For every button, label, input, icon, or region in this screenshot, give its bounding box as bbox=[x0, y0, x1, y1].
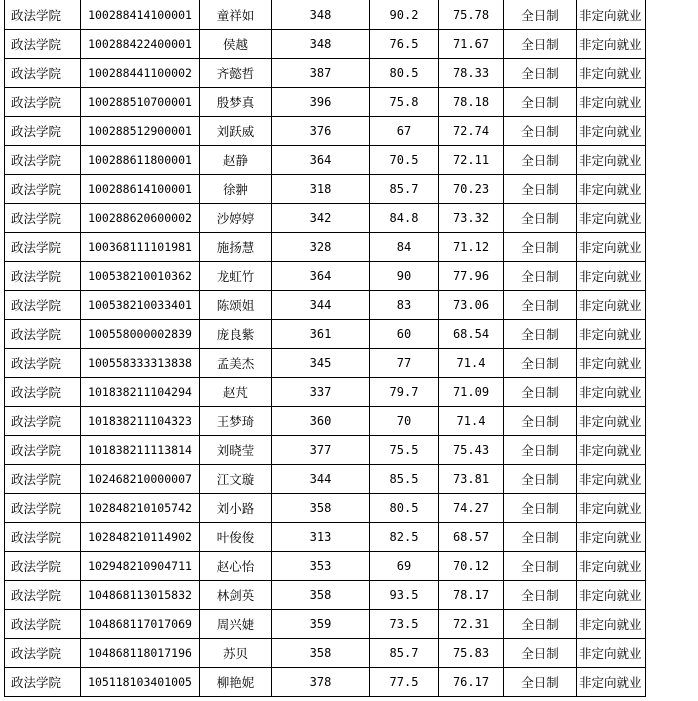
candidate-name-cell: 周兴婕 bbox=[200, 610, 272, 639]
candidate-name-cell: 庞良紫 bbox=[200, 320, 272, 349]
table-row bbox=[5, 59, 646, 88]
total-score-cell: 72.11 bbox=[439, 146, 504, 175]
college-cell: 政法学院 bbox=[5, 233, 81, 262]
candidate-id-cell: 100288414100001 bbox=[81, 0, 200, 30]
study-mode-cell: 全日制 bbox=[504, 378, 577, 407]
employment-type-cell: 非定向就业 bbox=[577, 320, 646, 349]
retest-score-cell: 76.5 bbox=[370, 30, 439, 59]
initial-score-cell: 348 bbox=[272, 0, 370, 30]
initial-score-cell: 364 bbox=[272, 146, 370, 175]
employment-type-cell: 非定向就业 bbox=[577, 465, 646, 494]
employment-type-cell: 非定向就业 bbox=[577, 668, 646, 697]
table-row bbox=[5, 88, 646, 117]
study-mode-cell: 全日制 bbox=[504, 59, 577, 88]
retest-score-cell: 77.5 bbox=[370, 668, 439, 697]
employment-type-cell: 非定向就业 bbox=[577, 88, 646, 117]
employment-type-cell: 非定向就业 bbox=[577, 30, 646, 59]
candidate-name-cell: 苏贝 bbox=[200, 639, 272, 668]
retest-score-cell: 85.5 bbox=[370, 465, 439, 494]
employment-type-cell: 非定向就业 bbox=[577, 233, 646, 262]
candidate-name-cell: 刘小路 bbox=[200, 494, 272, 523]
candidate-name-cell: 刘晓莹 bbox=[200, 436, 272, 465]
candidate-id-cell: 100288441100002 bbox=[81, 59, 200, 88]
total-score-cell: 75.83 bbox=[439, 639, 504, 668]
retest-score-cell: 70.5 bbox=[370, 146, 439, 175]
admission-table bbox=[4, 0, 646, 697]
table-row bbox=[5, 175, 646, 204]
college-cell: 政法学院 bbox=[5, 262, 81, 291]
table-row bbox=[5, 407, 646, 436]
candidate-id-cell: 100558333313838 bbox=[81, 349, 200, 378]
total-score-cell: 70.23 bbox=[439, 175, 504, 204]
study-mode-cell: 全日制 bbox=[504, 349, 577, 378]
employment-type-cell: 非定向就业 bbox=[577, 349, 646, 378]
initial-score-cell: 313 bbox=[272, 523, 370, 552]
table-row bbox=[5, 639, 646, 668]
retest-score-cell: 80.5 bbox=[370, 59, 439, 88]
study-mode-cell: 全日制 bbox=[504, 320, 577, 349]
table-row bbox=[5, 378, 646, 407]
total-score-cell: 71.09 bbox=[439, 378, 504, 407]
total-score-cell: 74.27 bbox=[439, 494, 504, 523]
retest-score-cell: 83 bbox=[370, 291, 439, 320]
candidate-name-cell: 孟美杰 bbox=[200, 349, 272, 378]
retest-score-cell: 90.2 bbox=[370, 0, 439, 30]
candidate-id-cell: 100288510700001 bbox=[81, 88, 200, 117]
table-row bbox=[5, 349, 646, 378]
employment-type-cell: 非定向就业 bbox=[577, 610, 646, 639]
candidate-name-cell: 叶俊俊 bbox=[200, 523, 272, 552]
table-row bbox=[5, 465, 646, 494]
college-cell: 政法学院 bbox=[5, 117, 81, 146]
college-cell: 政法学院 bbox=[5, 668, 81, 697]
candidate-id-cell: 105118103401005 bbox=[81, 668, 200, 697]
study-mode-cell: 全日制 bbox=[504, 175, 577, 204]
retest-score-cell: 67 bbox=[370, 117, 439, 146]
candidate-id-cell: 100538210010362 bbox=[81, 262, 200, 291]
total-score-cell: 71.67 bbox=[439, 30, 504, 59]
employment-type-cell: 非定向就业 bbox=[577, 639, 646, 668]
candidate-id-cell: 101838211104323 bbox=[81, 407, 200, 436]
candidate-name-cell: 沙婷婷 bbox=[200, 204, 272, 233]
table-row bbox=[5, 494, 646, 523]
retest-score-cell: 75.5 bbox=[370, 436, 439, 465]
candidate-id-cell: 100538210033401 bbox=[81, 291, 200, 320]
candidate-id-cell: 100288422400001 bbox=[81, 30, 200, 59]
study-mode-cell: 全日制 bbox=[504, 262, 577, 291]
study-mode-cell: 全日制 bbox=[504, 436, 577, 465]
college-cell: 政法学院 bbox=[5, 436, 81, 465]
total-score-cell: 73.06 bbox=[439, 291, 504, 320]
candidate-id-cell: 102468210000007 bbox=[81, 465, 200, 494]
study-mode-cell: 全日制 bbox=[504, 523, 577, 552]
table-row bbox=[5, 610, 646, 639]
study-mode-cell: 全日制 bbox=[504, 233, 577, 262]
employment-type-cell: 非定向就业 bbox=[577, 146, 646, 175]
study-mode-cell: 全日制 bbox=[504, 88, 577, 117]
candidate-name-cell: 王梦琦 bbox=[200, 407, 272, 436]
table-row bbox=[5, 320, 646, 349]
table-row bbox=[5, 0, 646, 30]
candidate-name-cell: 侯越 bbox=[200, 30, 272, 59]
initial-score-cell: 378 bbox=[272, 668, 370, 697]
candidate-name-cell: 施扬慧 bbox=[200, 233, 272, 262]
study-mode-cell: 全日制 bbox=[504, 30, 577, 59]
study-mode-cell: 全日制 bbox=[504, 639, 577, 668]
employment-type-cell: 非定向就业 bbox=[577, 407, 646, 436]
table-row bbox=[5, 291, 646, 320]
college-cell: 政法学院 bbox=[5, 146, 81, 175]
college-cell: 政法学院 bbox=[5, 0, 81, 30]
employment-type-cell: 非定向就业 bbox=[577, 262, 646, 291]
candidate-name-cell: 赵芃 bbox=[200, 378, 272, 407]
study-mode-cell: 全日制 bbox=[504, 494, 577, 523]
retest-score-cell: 90 bbox=[370, 262, 439, 291]
employment-type-cell: 非定向就业 bbox=[577, 0, 646, 30]
candidate-name-cell: 林剑英 bbox=[200, 581, 272, 610]
candidate-name-cell: 童祥如 bbox=[200, 0, 272, 30]
total-score-cell: 78.18 bbox=[439, 88, 504, 117]
candidate-id-cell: 100288611800001 bbox=[81, 146, 200, 175]
table-row bbox=[5, 146, 646, 175]
college-cell: 政法学院 bbox=[5, 349, 81, 378]
total-score-cell: 73.81 bbox=[439, 465, 504, 494]
table-body bbox=[5, 0, 646, 697]
initial-score-cell: 376 bbox=[272, 117, 370, 146]
college-cell: 政法学院 bbox=[5, 465, 81, 494]
study-mode-cell: 全日制 bbox=[504, 610, 577, 639]
total-score-cell: 72.74 bbox=[439, 117, 504, 146]
initial-score-cell: 358 bbox=[272, 581, 370, 610]
study-mode-cell: 全日制 bbox=[504, 668, 577, 697]
study-mode-cell: 全日制 bbox=[504, 581, 577, 610]
retest-score-cell: 82.5 bbox=[370, 523, 439, 552]
initial-score-cell: 344 bbox=[272, 291, 370, 320]
college-cell: 政法学院 bbox=[5, 494, 81, 523]
table-row bbox=[5, 233, 646, 262]
total-score-cell: 73.32 bbox=[439, 204, 504, 233]
table-row bbox=[5, 436, 646, 465]
employment-type-cell: 非定向就业 bbox=[577, 581, 646, 610]
employment-type-cell: 非定向就业 bbox=[577, 436, 646, 465]
candidate-id-cell: 104868113015832 bbox=[81, 581, 200, 610]
initial-score-cell: 353 bbox=[272, 552, 370, 581]
candidate-id-cell: 101838211113814 bbox=[81, 436, 200, 465]
candidate-name-cell: 齐懿哲 bbox=[200, 59, 272, 88]
table-row bbox=[5, 204, 646, 233]
candidate-id-cell: 100288620600002 bbox=[81, 204, 200, 233]
college-cell: 政法学院 bbox=[5, 407, 81, 436]
study-mode-cell: 全日制 bbox=[504, 552, 577, 581]
retest-score-cell: 85.7 bbox=[370, 175, 439, 204]
initial-score-cell: 348 bbox=[272, 30, 370, 59]
total-score-cell: 75.43 bbox=[439, 436, 504, 465]
table-row bbox=[5, 262, 646, 291]
table-row bbox=[5, 668, 646, 697]
employment-type-cell: 非定向就业 bbox=[577, 523, 646, 552]
candidate-name-cell: 徐翀 bbox=[200, 175, 272, 204]
employment-type-cell: 非定向就业 bbox=[577, 494, 646, 523]
table-row bbox=[5, 30, 646, 59]
initial-score-cell: 364 bbox=[272, 262, 370, 291]
employment-type-cell: 非定向就业 bbox=[577, 291, 646, 320]
initial-score-cell: 344 bbox=[272, 465, 370, 494]
candidate-id-cell: 101838211104294 bbox=[81, 378, 200, 407]
retest-score-cell: 84.8 bbox=[370, 204, 439, 233]
initial-score-cell: 345 bbox=[272, 349, 370, 378]
candidate-id-cell: 104868117017069 bbox=[81, 610, 200, 639]
retest-score-cell: 80.5 bbox=[370, 494, 439, 523]
retest-score-cell: 73.5 bbox=[370, 610, 439, 639]
college-cell: 政法学院 bbox=[5, 639, 81, 668]
total-score-cell: 78.33 bbox=[439, 59, 504, 88]
employment-type-cell: 非定向就业 bbox=[577, 175, 646, 204]
candidate-name-cell: 龙虹竹 bbox=[200, 262, 272, 291]
college-cell: 政法学院 bbox=[5, 552, 81, 581]
college-cell: 政法学院 bbox=[5, 581, 81, 610]
total-score-cell: 71.4 bbox=[439, 349, 504, 378]
initial-score-cell: 337 bbox=[272, 378, 370, 407]
table-row bbox=[5, 523, 646, 552]
retest-score-cell: 85.7 bbox=[370, 639, 439, 668]
employment-type-cell: 非定向就业 bbox=[577, 204, 646, 233]
initial-score-cell: 396 bbox=[272, 88, 370, 117]
college-cell: 政法学院 bbox=[5, 175, 81, 204]
total-score-cell: 71.4 bbox=[439, 407, 504, 436]
college-cell: 政法学院 bbox=[5, 88, 81, 117]
retest-score-cell: 84 bbox=[370, 233, 439, 262]
study-mode-cell: 全日制 bbox=[504, 407, 577, 436]
study-mode-cell: 全日制 bbox=[504, 204, 577, 233]
study-mode-cell: 全日制 bbox=[504, 291, 577, 320]
candidate-name-cell: 赵心怡 bbox=[200, 552, 272, 581]
retest-score-cell: 77 bbox=[370, 349, 439, 378]
employment-type-cell: 非定向就业 bbox=[577, 117, 646, 146]
college-cell: 政法学院 bbox=[5, 610, 81, 639]
employment-type-cell: 非定向就业 bbox=[577, 378, 646, 407]
college-cell: 政法学院 bbox=[5, 378, 81, 407]
retest-score-cell: 69 bbox=[370, 552, 439, 581]
candidate-name-cell: 赵静 bbox=[200, 146, 272, 175]
college-cell: 政法学院 bbox=[5, 320, 81, 349]
college-cell: 政法学院 bbox=[5, 204, 81, 233]
college-cell: 政法学院 bbox=[5, 59, 81, 88]
total-score-cell: 71.12 bbox=[439, 233, 504, 262]
total-score-cell: 68.57 bbox=[439, 523, 504, 552]
table-row bbox=[5, 552, 646, 581]
candidate-id-cell: 102848210105742 bbox=[81, 494, 200, 523]
candidate-id-cell: 100368111101981 bbox=[81, 233, 200, 262]
retest-score-cell: 79.7 bbox=[370, 378, 439, 407]
initial-score-cell: 342 bbox=[272, 204, 370, 233]
candidate-id-cell: 104868118017196 bbox=[81, 639, 200, 668]
candidate-id-cell: 100288512900001 bbox=[81, 117, 200, 146]
employment-type-cell: 非定向就业 bbox=[577, 59, 646, 88]
initial-score-cell: 318 bbox=[272, 175, 370, 204]
employment-type-cell: 非定向就业 bbox=[577, 552, 646, 581]
college-cell: 政法学院 bbox=[5, 291, 81, 320]
college-cell: 政法学院 bbox=[5, 523, 81, 552]
total-score-cell: 76.17 bbox=[439, 668, 504, 697]
total-score-cell: 68.54 bbox=[439, 320, 504, 349]
retest-score-cell: 70 bbox=[370, 407, 439, 436]
total-score-cell: 77.96 bbox=[439, 262, 504, 291]
total-score-cell: 72.31 bbox=[439, 610, 504, 639]
retest-score-cell: 60 bbox=[370, 320, 439, 349]
table-row bbox=[5, 581, 646, 610]
college-cell: 政法学院 bbox=[5, 30, 81, 59]
study-mode-cell: 全日制 bbox=[504, 465, 577, 494]
total-score-cell: 75.78 bbox=[439, 0, 504, 30]
study-mode-cell: 全日制 bbox=[504, 117, 577, 146]
retest-score-cell: 75.8 bbox=[370, 88, 439, 117]
table-row bbox=[5, 117, 646, 146]
candidate-id-cell: 102948210904711 bbox=[81, 552, 200, 581]
candidate-id-cell: 100288614100001 bbox=[81, 175, 200, 204]
initial-score-cell: 358 bbox=[272, 639, 370, 668]
total-score-cell: 78.17 bbox=[439, 581, 504, 610]
candidate-id-cell: 102848210114902 bbox=[81, 523, 200, 552]
study-mode-cell: 全日制 bbox=[504, 146, 577, 175]
candidate-id-cell: 100558000002839 bbox=[81, 320, 200, 349]
retest-score-cell: 93.5 bbox=[370, 581, 439, 610]
initial-score-cell: 360 bbox=[272, 407, 370, 436]
initial-score-cell: 377 bbox=[272, 436, 370, 465]
candidate-name-cell: 刘跃威 bbox=[200, 117, 272, 146]
initial-score-cell: 359 bbox=[272, 610, 370, 639]
study-mode-cell: 全日制 bbox=[504, 0, 577, 30]
candidate-name-cell: 殷梦真 bbox=[200, 88, 272, 117]
initial-score-cell: 361 bbox=[272, 320, 370, 349]
initial-score-cell: 328 bbox=[272, 233, 370, 262]
candidate-name-cell: 陈颂姐 bbox=[200, 291, 272, 320]
candidate-name-cell: 柳艳妮 bbox=[200, 668, 272, 697]
total-score-cell: 70.12 bbox=[439, 552, 504, 581]
initial-score-cell: 387 bbox=[272, 59, 370, 88]
candidate-name-cell: 江文璇 bbox=[200, 465, 272, 494]
initial-score-cell: 358 bbox=[272, 494, 370, 523]
